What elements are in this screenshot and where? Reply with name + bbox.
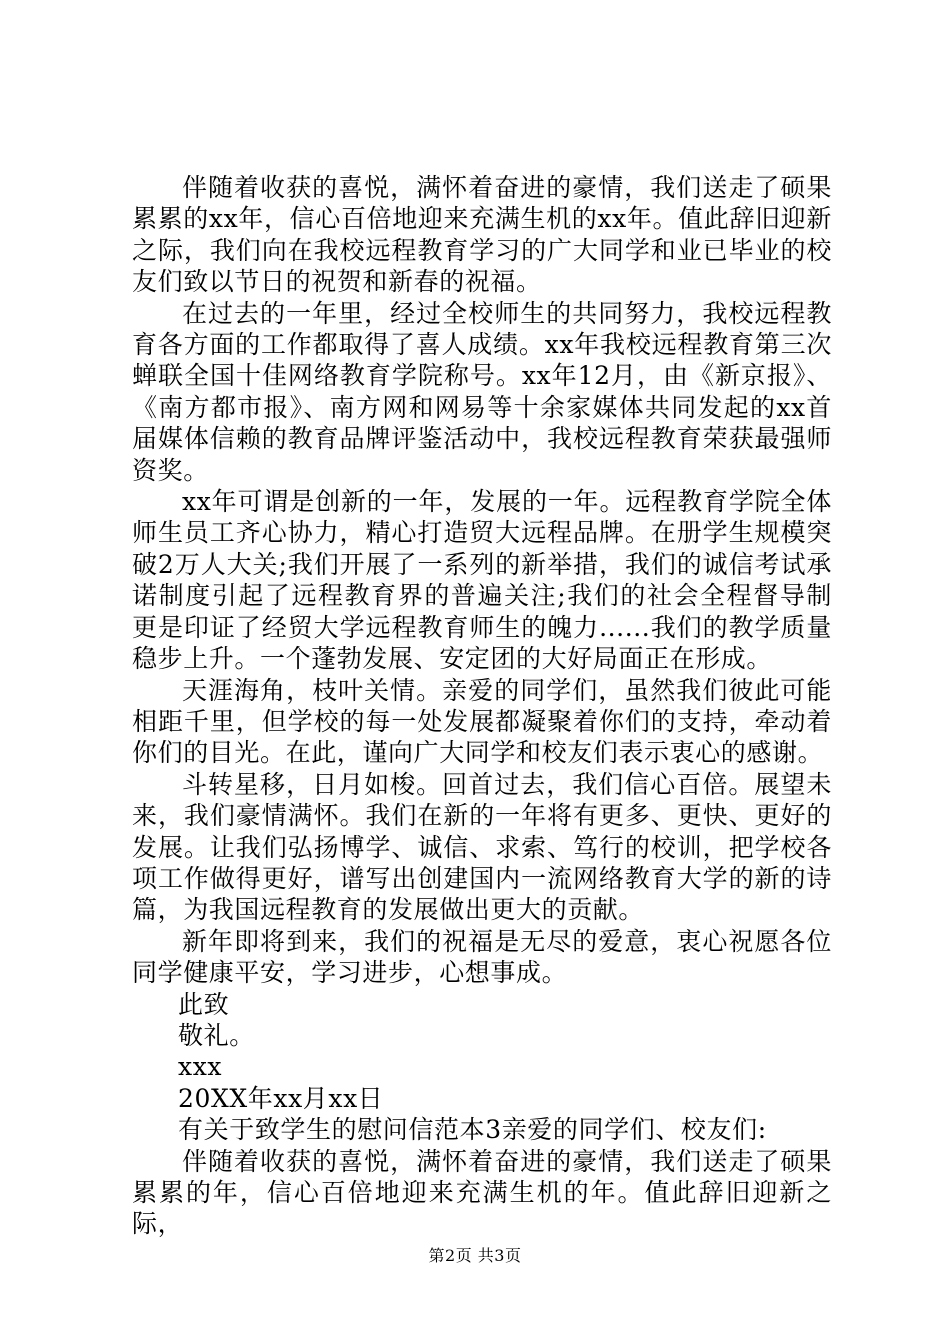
paragraph-gratitude: 天涯海角，枝叶关情。亲爱的同学们，虽然我们彼此可能相距千里，但学校的每一处发展都凝聚着你们的支持，牵动着你们的目光。在此，谨向广大同学和校友们表示衷心的感谢。 xyxy=(132,675,832,768)
paragraph-greeting: 伴随着收获的喜悦，满怀着奋进的豪情，我们送走了硕果累累的xx年，信心百倍地迎来充满生机的xx年。值此辞旧迎新之际，我们向在我校远程教育学习的广大同学和业已毕业的校友们致以节日的祝贺和新春的祝福。 xyxy=(132,173,832,297)
date-line: 20XX年xx月xx日 xyxy=(178,1083,384,1113)
salute-line: 敬礼。 xyxy=(178,1020,255,1050)
signature: xxx xyxy=(178,1052,223,1082)
letter-body xyxy=(132,172,832,1240)
paragraph-innovation: xx年可谓是创新的一年，发展的一年。远程教育学院全体师生员工齐心协力，精心打造贸大远程品牌。在册学生规模突破2万人大关;我们开展了一系列的新举措，我们的诚信考试承诺制度引起了远程教育界的普遍关注;我们的社会全程督导制更是印证了经贸大学远程教育师生的魄力......我们的教学质量稳步上升。一个蓬勃发展、安定团的大好局面正在形成。 xyxy=(132,487,832,674)
page-number: 第2页 共3页 xyxy=(428,1246,522,1265)
paragraph-wishes: 新年即将到来，我们的祝福是无尽的爱意，衷心祝愿各位同学健康平安，学习进步，心想事成。 xyxy=(132,926,832,988)
paragraph-achievements: 在过去的一年里，经过全校师生的共同努力，我校远程教育各方面的工作都取得了喜人成绩。xx年我校远程教育第三次蝉联全国十佳网络教育学院称号。xx年12月，由《新京报》、《南方都市报》、南方网和网易等十余家媒体共同发起的xx首届媒体信赖的教育品牌评鉴活动中，我校远程教育荣获最强师资奖。 xyxy=(132,298,832,485)
next-letter-title: 有关于致学生的慰问信范本3亲爱的同学们、校友们: xyxy=(178,1115,767,1145)
closing-line: 此致 xyxy=(178,989,230,1019)
paragraph-outlook: 斗转星移，日月如梭。回首过去，我们信心百倍。展望未来，我们豪情满怀。我们在新的一年将有更多、更快、更好的发展。让我们弘扬博学、诚信、求索、笃行的校训，把学校各项工作做得更好，谱写出创建国内一流网络教育大学的新的诗篇，为我国远程教育的发展做出更大的贡献。 xyxy=(132,769,832,925)
next-letter-paragraph: 伴随着收获的喜悦，满怀着奋进的豪情，我们送走了硕果累累的年，信心百倍地迎来充满生机的年。值此辞旧迎新之际， xyxy=(132,1146,832,1239)
